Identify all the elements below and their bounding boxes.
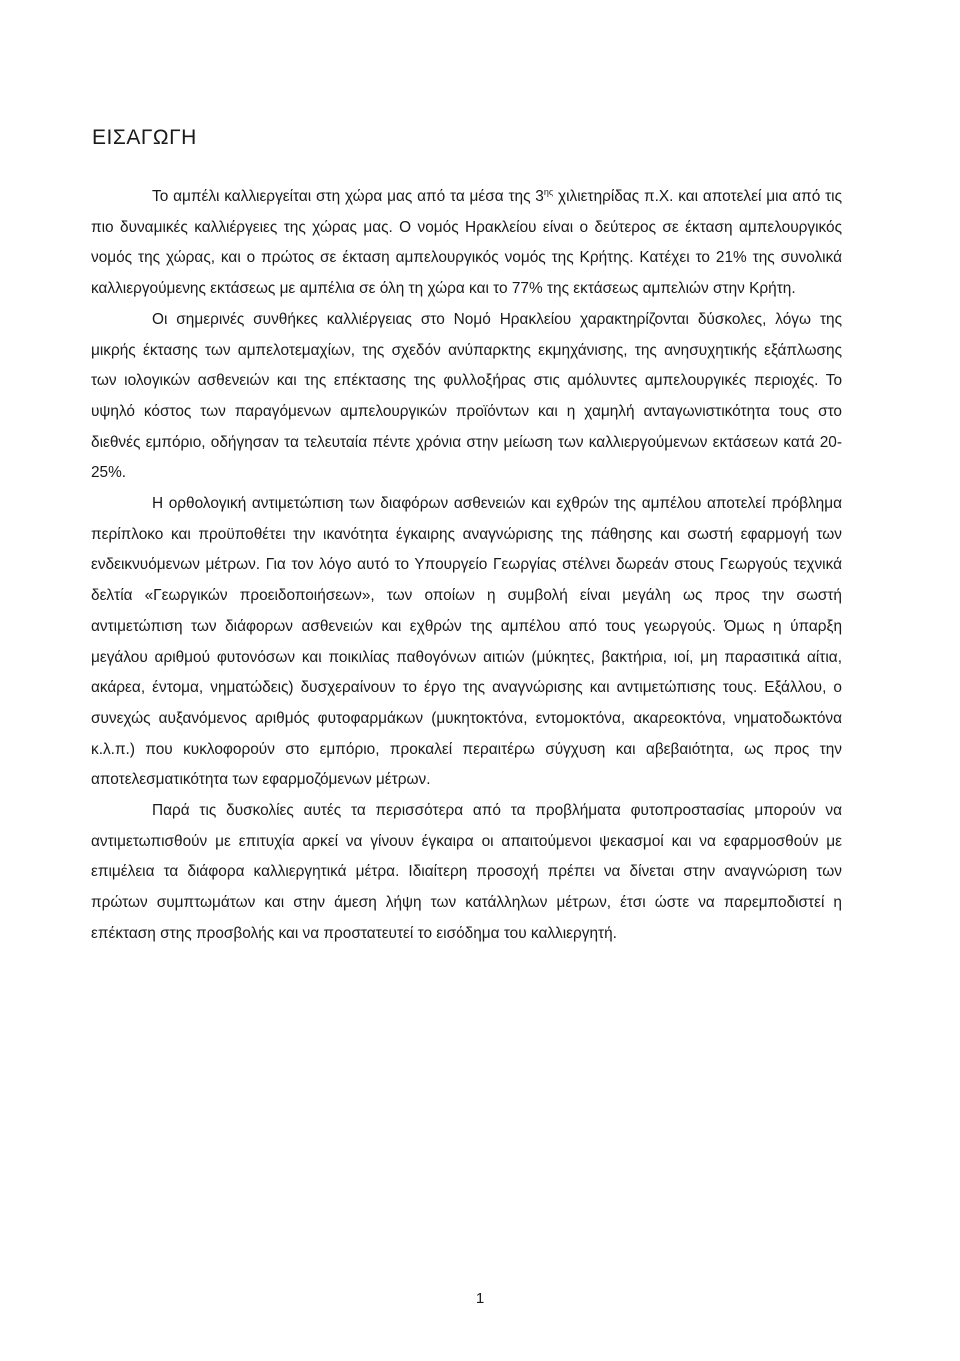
body-text bbox=[91, 182, 842, 950]
paragraph-1-text-rest: χιλιετηρίδας π.Χ. και αποτελεί μια από τις πιο δυναμικές καλλιέργειες της χώρας μας. Ο νομός Ηρακλείου είναι ο δεύτερος σε έκταση αμπελουργικός νομός της χώρας, και ο πρώτος σε έκταση αμπελουργικός νομός της Κρήτης. Κατέχει το 21% της συνολικά καλλιεργούμενης εκτάσεως με αμπέλια σε όλη τη χώρα και το 77% της εκτάσεως αμπελιών στην Κρήτη. bbox=[91, 188, 842, 298]
paragraph-2: Οι σημερινές συνθήκες καλλιέργειας στο Νομό Ηρακλείου χαρακτηρίζονται δύσκολες, λόγω της μικρής έκτασης των αμπελοτεμαχίων, της σχεδόν ανύπαρκτης εκμηχάνισης, της ανησυχητικής εξάπλωσης των ιολογικών ασθενειών και της επέκτασης της φυλλοξήρας στις αμόλυντες αμπελουργικές περιοχές. Το υψηλό κόστος των παραγόμενων αμπελουργικών προϊόντων και η χαμηλή ανταγωνιστικότητα τους στο διεθνές εμπόριο, οδήγησαν τα τελευταία πέντε χρόνια στην μείωση των καλλιεργούμενων εκτάσεων κατά 20-25%. bbox=[91, 310, 842, 482]
paragraph-1-text-start: Το αμπέλι καλλιεργείται στη χώρα μας από τα μέσα της 3 bbox=[152, 188, 544, 205]
paragraph-3: Η ορθολογική αντιμετώπιση των διαφόρων ασθενειών και εχθρών της αμπέλου αποτελεί πρόβλημα περίπλοκο και προϋποθέτει την ικανότητα έγκαιρης αναγνώρισης της πάθησης και σωστή εφαρμογή των ενδεικνυόμενων μέτρων. Για τον λόγο αυτό το Υπουργείο Γεωργίας στέλνει δωρεάν στους Γεωργούς τεχνικά δελτία «Γεωργικών προειδοποιήσεων», των οποίων η συμβολή είναι μεγάλη ως προς την σωστή αντιμετώπιση των διάφορων ασθενειών και εχθρών της αμπέλου από τους γεωργούς. Όμως η ύπαρξη μεγάλου αριθμού φυτονόσων και ποικιλίας παθογόνων αιτιών (μύκητες, βακτήρια, ιοί, μη παρασιτικά αίτια, ακάρεα, έντομα, νηματώδεις) δυσχεραίνουν το έργο της αναγνώρισης και αντιμετώπισης τους. Εξάλλου, ο συνεχώς αυξανόμενος αριθμός φυτοφαρμάκων (μυκητοκτόνα, εντομοκτόνα, ακαρεοκτόνα, νηματοδωκτόνα κ.λ.π.) που κυκλοφορούν στο εμπόριο, προκαλεί περαιτέρω σύγχυση και αβεβαιότητα, ως προς την αποτελεσματικότητα των εφαρμοζόμενων μέτρων. bbox=[91, 495, 842, 789]
page-title: ΕΙΣΑΓΩΓΗ bbox=[92, 126, 197, 149]
paragraph-1 bbox=[91, 182, 842, 305]
ordinal-superscript: ης bbox=[543, 187, 554, 197]
page-number: 1 bbox=[475, 1290, 485, 1307]
paragraph-4: Παρά τις δυσκολίες αυτές τα περισσότερα από τα προβλήματα φυτοπροστασίας μπορούν να αντιμετωπισθούν με επιτυχία αρκεί να γίνουν έγκαιρα οι απαιτούμενοι ψεκασμοί και να εφαρμοσθούν με επιμέλεια τα διάφορα καλλιεργητικά μέτρα. Ιδιαίτερη προσοχή πρέπει να δίνεται στην αναγνώριση των πρώτων συμπτωμάτων και στην άμεση λήψη των κατάλληλων μέτρων, έτσι ώστε να παρεμποδιστεί η επέκταση στης προσβολής και να προστατευτεί το εισόδημα του καλλιεργητή. bbox=[91, 802, 842, 942]
